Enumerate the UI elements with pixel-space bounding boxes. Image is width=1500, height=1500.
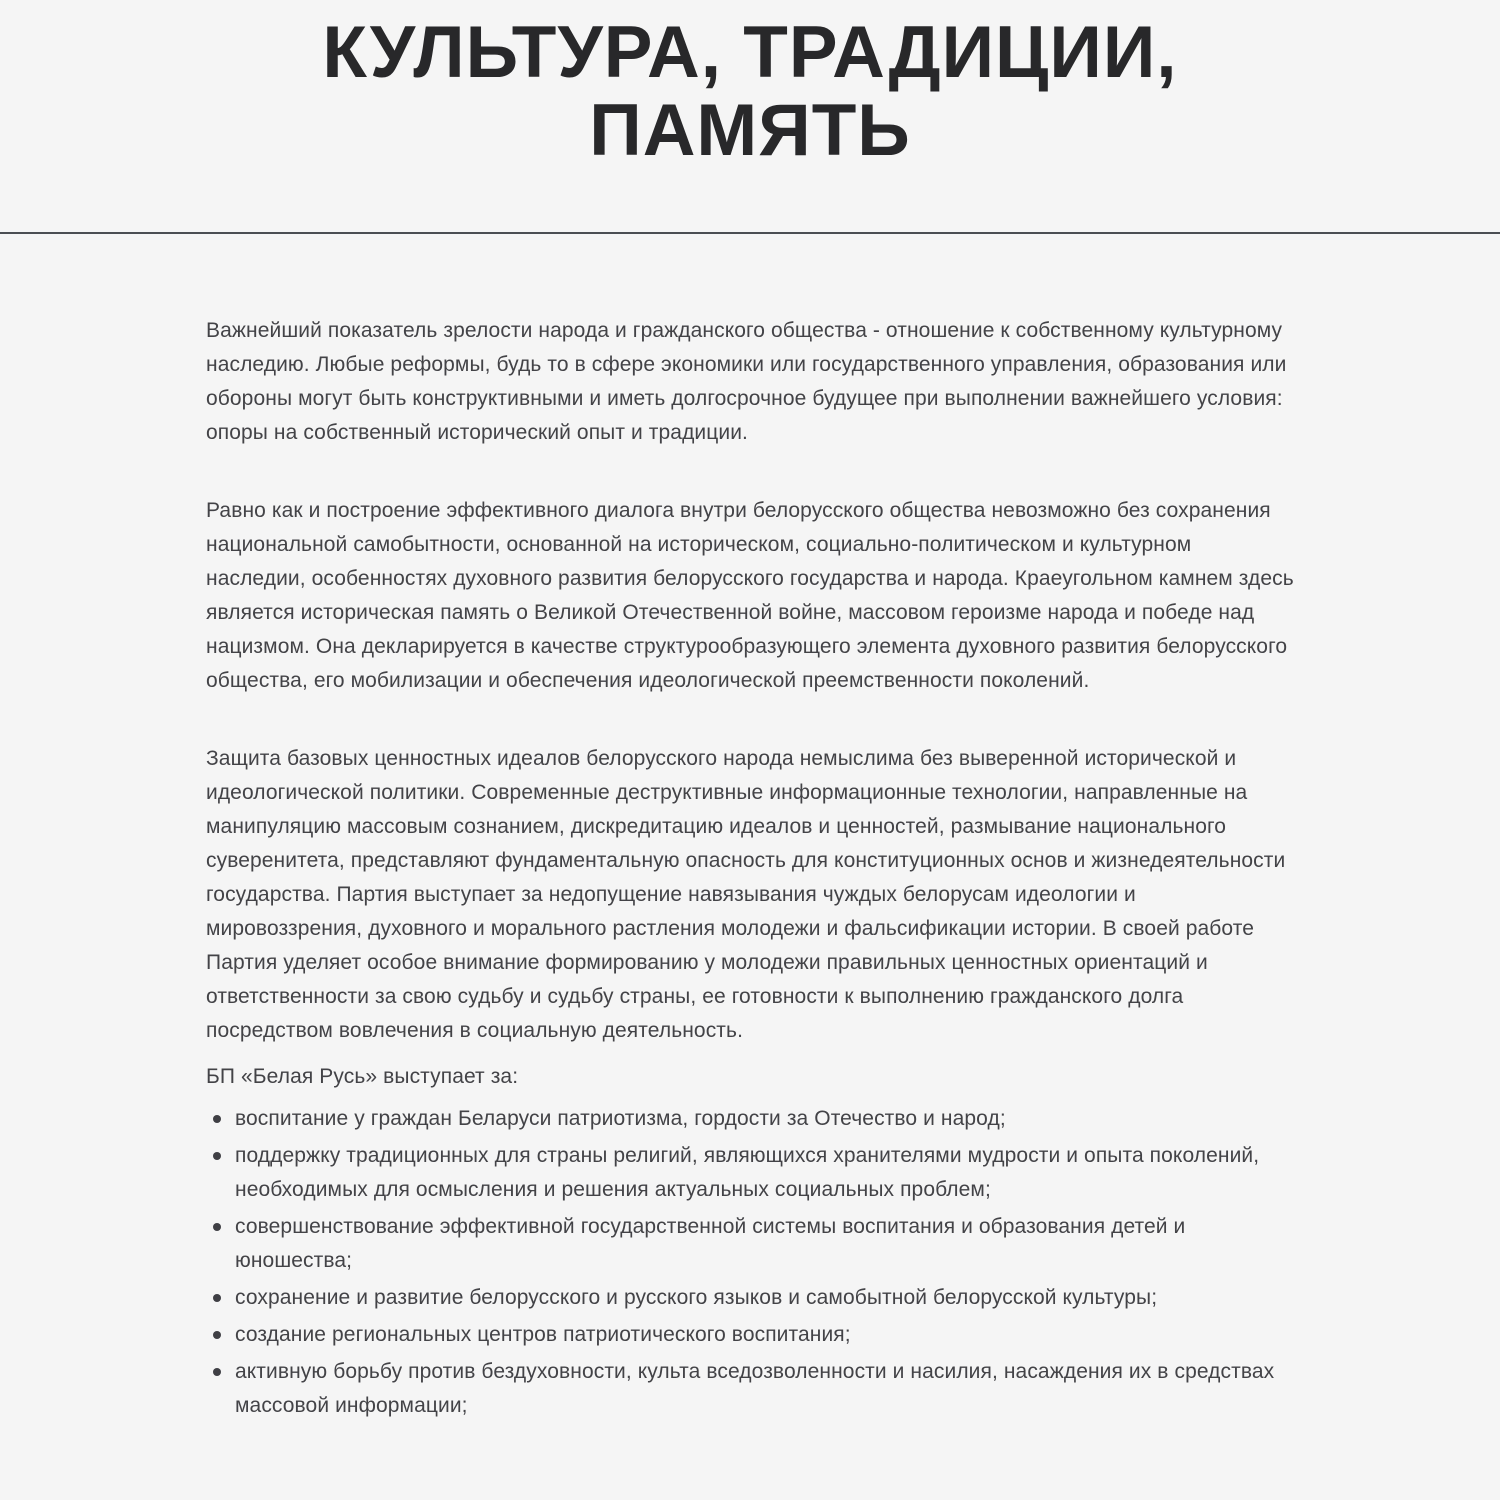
list-item <box>206 1102 1294 1136</box>
bullet-icon <box>213 1115 221 1123</box>
section-divider <box>0 232 1500 234</box>
bullet-icon <box>213 1294 221 1302</box>
list-item <box>206 1210 1294 1278</box>
bullet-icon <box>213 1152 221 1160</box>
list-item <box>206 1139 1294 1207</box>
list-item <box>206 1281 1294 1315</box>
bullet-icon <box>213 1368 221 1376</box>
page-title <box>0 14 1500 170</box>
paragraph-3: Защита базовых ценностных идеалов белорусского народа немыслима без выверенной исторической и идеологической политики. Современные деструктивные информационные технологии, направленные на манипуляцию массовым сознанием, дискредитацию идеалов и ценностей, размывание национального суверенитета, представляют фундаментальную опасность для конституционных основ и жизнедеятельности государства. Партия выступает за недопущение навязывания чуждых белорусам идеологии и мировоззрения, духовного и морального растления молодежи и фальсификации истории. В своей работе Партия уделяет особое внимание формированию у молодежи правильных ценностных ориентаций и ответственности за свою судьбу и судьбу страны, ее готовности к выполнению гражданского долга посредством вовлечения в социальную деятельность. <box>206 747 1286 1042</box>
list-intro: БП «Белая Русь» выступает за: <box>206 1065 519 1088</box>
list-item <box>206 1318 1294 1352</box>
article-body <box>206 314 1294 1423</box>
list-item <box>206 1355 1294 1423</box>
page-title-line-1: КУЛЬТУРА, ТРАДИЦИИ, <box>322 12 1178 93</box>
page-title-line-2: ПАМЯТЬ <box>589 90 911 171</box>
bullet-list <box>206 1102 1294 1423</box>
list-item-text: поддержку традиционных для страны религий, являющихся хранителями мудрости и опыта поколений, необходимых для осмысления и решения актуальных социальных проблем; <box>235 1144 1260 1201</box>
paragraph-2: Равно как и построение эффективного диалога внутри белорусского общества невозможно без сохранения национальной самобытности, основанной на историческом, социально-политическом и культурном наследии, особенностях духовного развития белорусского государства и народа. Краеугольном камнем здесь является историческая память о Великой Отечественной войне, массовом героизме народа и победе над нацизмом. Она декларируется в качестве структурообразующего элемента духовного развития белорусского общества, его мобилизации и обеспечения идеологической преемственности поколений. <box>206 499 1294 692</box>
bullet-icon <box>213 1223 221 1231</box>
list-item-text: активную борьбу против бездуховности, культа вседозволенности и насилия, насаждения их в средствах массовой информации; <box>235 1360 1275 1417</box>
bullet-icon <box>213 1331 221 1339</box>
list-item-text: сохранение и развитие белорусского и русского языков и самобытной белорусской культуры; <box>235 1286 1158 1309</box>
page-header <box>0 0 1500 170</box>
list-item-text: создание региональных центров патриотического воспитания; <box>235 1323 851 1346</box>
list-item-text: воспитание у граждан Беларуси патриотизма, гордости за Отечество и народ; <box>235 1107 1006 1130</box>
list-item-text: совершенствование эффективной государственной системы воспитания и образования детей и юношества; <box>235 1215 1186 1272</box>
paragraph-1: Важнейший показатель зрелости народа и гражданского общества - отношение к собственному культурному наследию. Любые реформы, будь то в сфере экономики или государственного управления, образования или обороны могут быть конструктивными и иметь долгосрочное будущее при выполнении важнейшего условия: опоры на собственный исторический опыт и традиции. <box>206 319 1287 444</box>
